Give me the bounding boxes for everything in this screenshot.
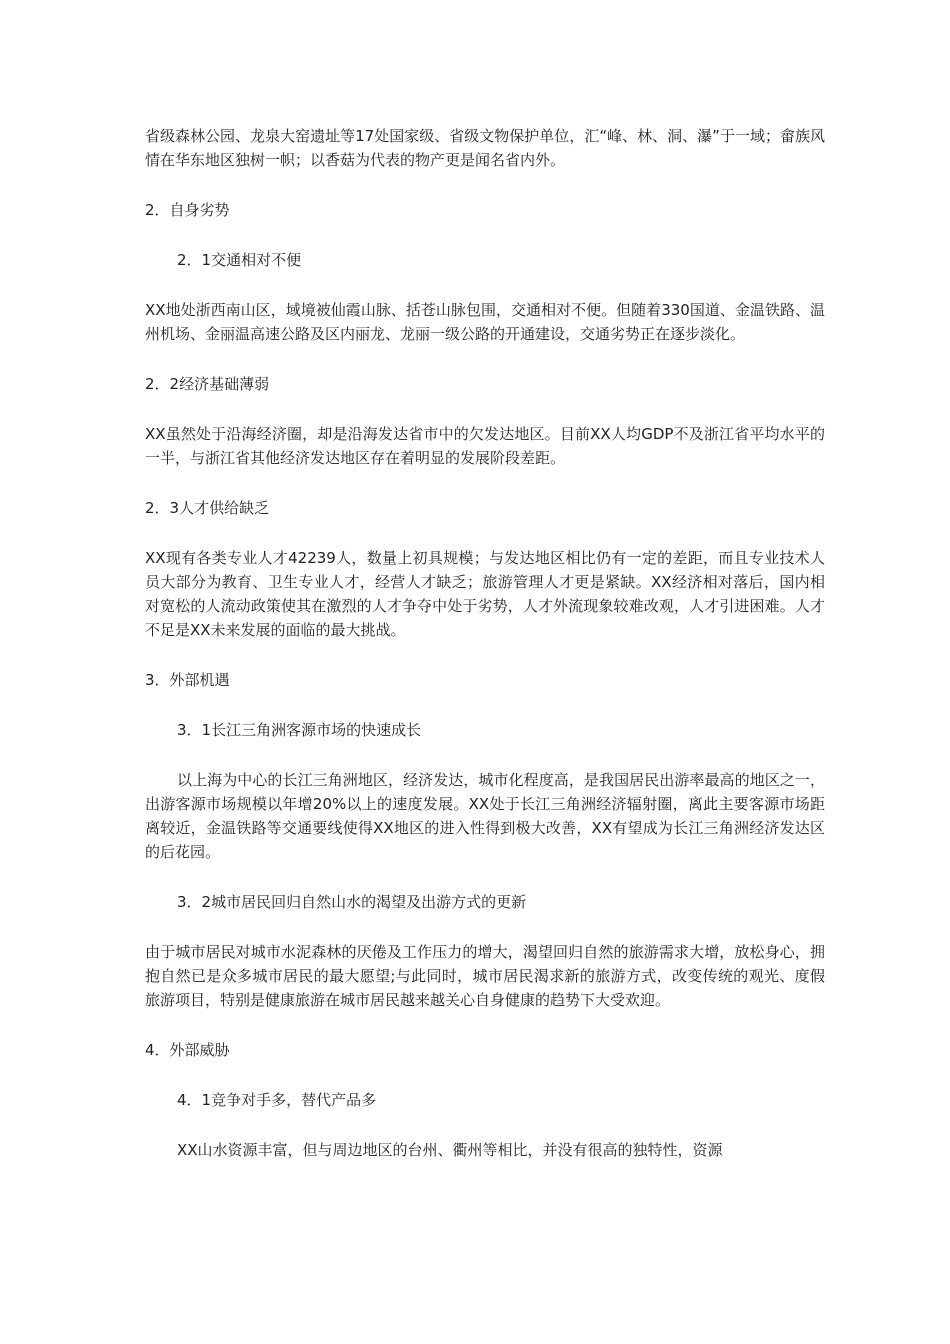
subheading-yangtze-market: 3．1长江三角洲客源市场的快速成长 <box>177 721 422 739</box>
paragraph-competition: XX山水资源丰富，但与周边地区的台州、衢州等相比，并没有很高的独特性，资源 <box>177 1141 723 1159</box>
heading-economy: 2．2经济基础薄弱 <box>145 375 270 393</box>
heading-talent: 2．3人才供给缺乏 <box>145 499 270 517</box>
paragraph-talent: XX现有各类专业人才42239人，数量上初具规模；与发达地区相比仍有一定的差距，而且专业技术人员大部分为教育、卫生专业人才，经营人才缺乏；旅游管理人才更是紧缺。XX经济相对落后，国内相对宽松的人流动政策使其在激烈的人才争夺中处于劣势，人才外流现象较难改观，人才引进困难。人才不足是XX未来发展的面临的最大挑战。 <box>145 549 825 639</box>
paragraph-heritage-sites: 省级森林公园、龙泉大窑遗址等17处国家级、省级文物保护单位，汇“峰、林、洞、瀑”于一域；畲族风情在华东地区独树一帜；以香菇为代表的物产更是闻名省内外。 <box>145 127 825 169</box>
document-page <box>145 124 825 1188</box>
paragraph-economy: XX虽然处于沿海经济圈，却是沿海发达省市中的欠发达地区。目前XX人均GDP不及浙江省平均水平的一半，与浙江省其他经济发达地区存在着明显的发展阶段差距。 <box>145 425 825 467</box>
heading-threats: 4．外部威胁 <box>145 1041 230 1059</box>
heading-weaknesses: 2．自身劣势 <box>145 201 230 219</box>
heading-opportunities: 3．外部机遇 <box>145 671 230 689</box>
paragraph-return-to-nature: 由于城市居民对城市水泥森林的厌倦及工作压力的增大，渴望回归自然的旅游需求大增，放松身心，拥抱自然已是众多城市居民的最大愿望;与此同时，城市居民渴求新的旅游方式，改变传统的观光、度假旅游项目，特别是健康旅游在城市居民越来越关心自身健康的趋势下大受欢迎。 <box>145 943 825 1009</box>
subheading-transport: 2．1交通相对不便 <box>177 251 302 269</box>
paragraph-yangtze-market: 以上海为中心的长江三角洲地区，经济发达，城市化程度高，是我国居民出游率最高的地区之一，出游客源市场规模以年增20%以上的速度发展。XX处于长江三角洲经济辐射圈，离此主要客源市场距离较近，金温铁路等交通要线使得XX地区的进入性得到极大改善，XX有望成为长江三角洲经济发达区的后花园。 <box>145 771 825 861</box>
paragraph-transport: XX地处浙西南山区，域境被仙霞山脉、括苍山脉包围，交通相对不便。但随着330国道、金温铁路、温州机场、金丽温高速公路及区内丽龙、龙丽一级公路的开通建设，交通劣势正在逐步淡化。 <box>145 301 825 343</box>
subheading-return-to-nature: 3．2城市居民回归自然山水的渴望及出游方式的更新 <box>177 893 527 911</box>
subheading-competition: 4．1竞争对手多，替代产品多 <box>177 1091 377 1109</box>
